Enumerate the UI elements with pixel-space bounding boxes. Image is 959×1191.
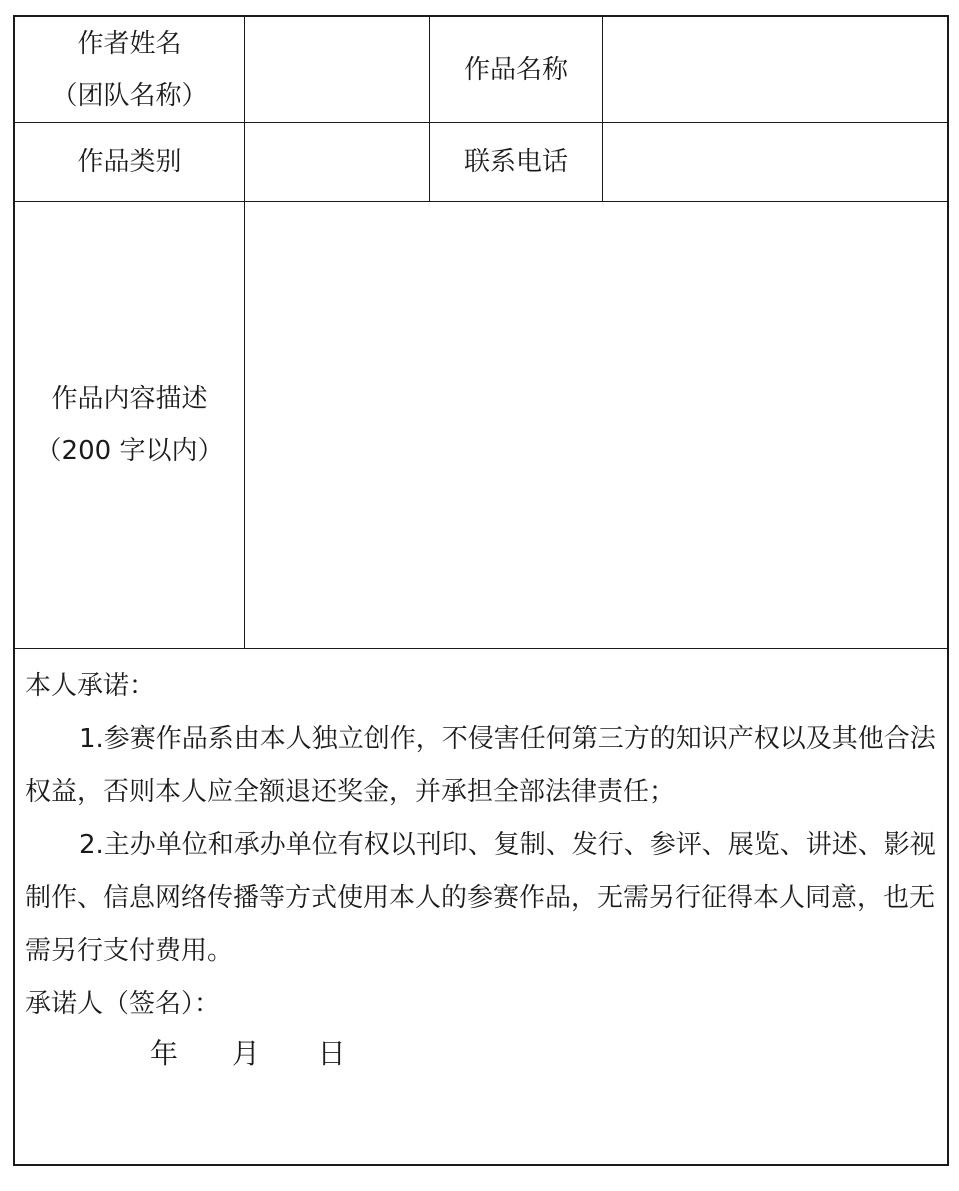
description-label-cell	[15, 202, 244, 648]
signer-label: 承诺人（签名）：	[25, 989, 221, 1019]
work-name-label-cell	[430, 17, 602, 122]
author-label-line2: （团队名称）	[51, 80, 208, 111]
category-label-cell	[15, 123, 244, 201]
category-label: 作品类别	[77, 147, 182, 177]
phone-label-cell	[430, 123, 602, 201]
phone-label: 联系电话	[463, 147, 568, 177]
work-name-label: 作品名称	[463, 54, 568, 85]
category-value-cell[interactable]	[245, 123, 429, 201]
author-label-cell	[15, 17, 244, 122]
date-month: 月	[231, 1037, 260, 1070]
pledge-item-2: 2.主办单位和承办单位有权以刊印、复制、发行、参评、展览、讲述、影视制作、信息网络传播等方式使用本人的参赛作品，无需另行征得本人同意，也无需另行支付费用。	[25, 830, 936, 966]
description-label-line1: 作品内容描述	[51, 384, 208, 414]
author-value-cell[interactable]	[245, 17, 429, 122]
pledge-heading: 本人承诺：	[25, 671, 156, 701]
date-day: 日	[317, 1037, 346, 1070]
pledge-section	[25, 660, 937, 1031]
date-year: 年	[150, 1037, 179, 1070]
signature-date	[150, 1030, 346, 1078]
author-label-line1: 作者姓名	[77, 28, 182, 59]
phone-value-cell[interactable]	[603, 123, 946, 201]
description-value-cell[interactable]	[245, 202, 946, 648]
description-label-line2: （200 字以内）	[35, 436, 224, 466]
work-name-value-cell[interactable]	[603, 17, 946, 122]
row-divider	[15, 648, 947, 649]
pledge-item-1: 1.参赛作品系由本人独立创作，不侵害任何第三方的知识产权以及其他合法权益，否则本人应全额退还奖金，并承担全部法律责任；	[25, 724, 936, 807]
